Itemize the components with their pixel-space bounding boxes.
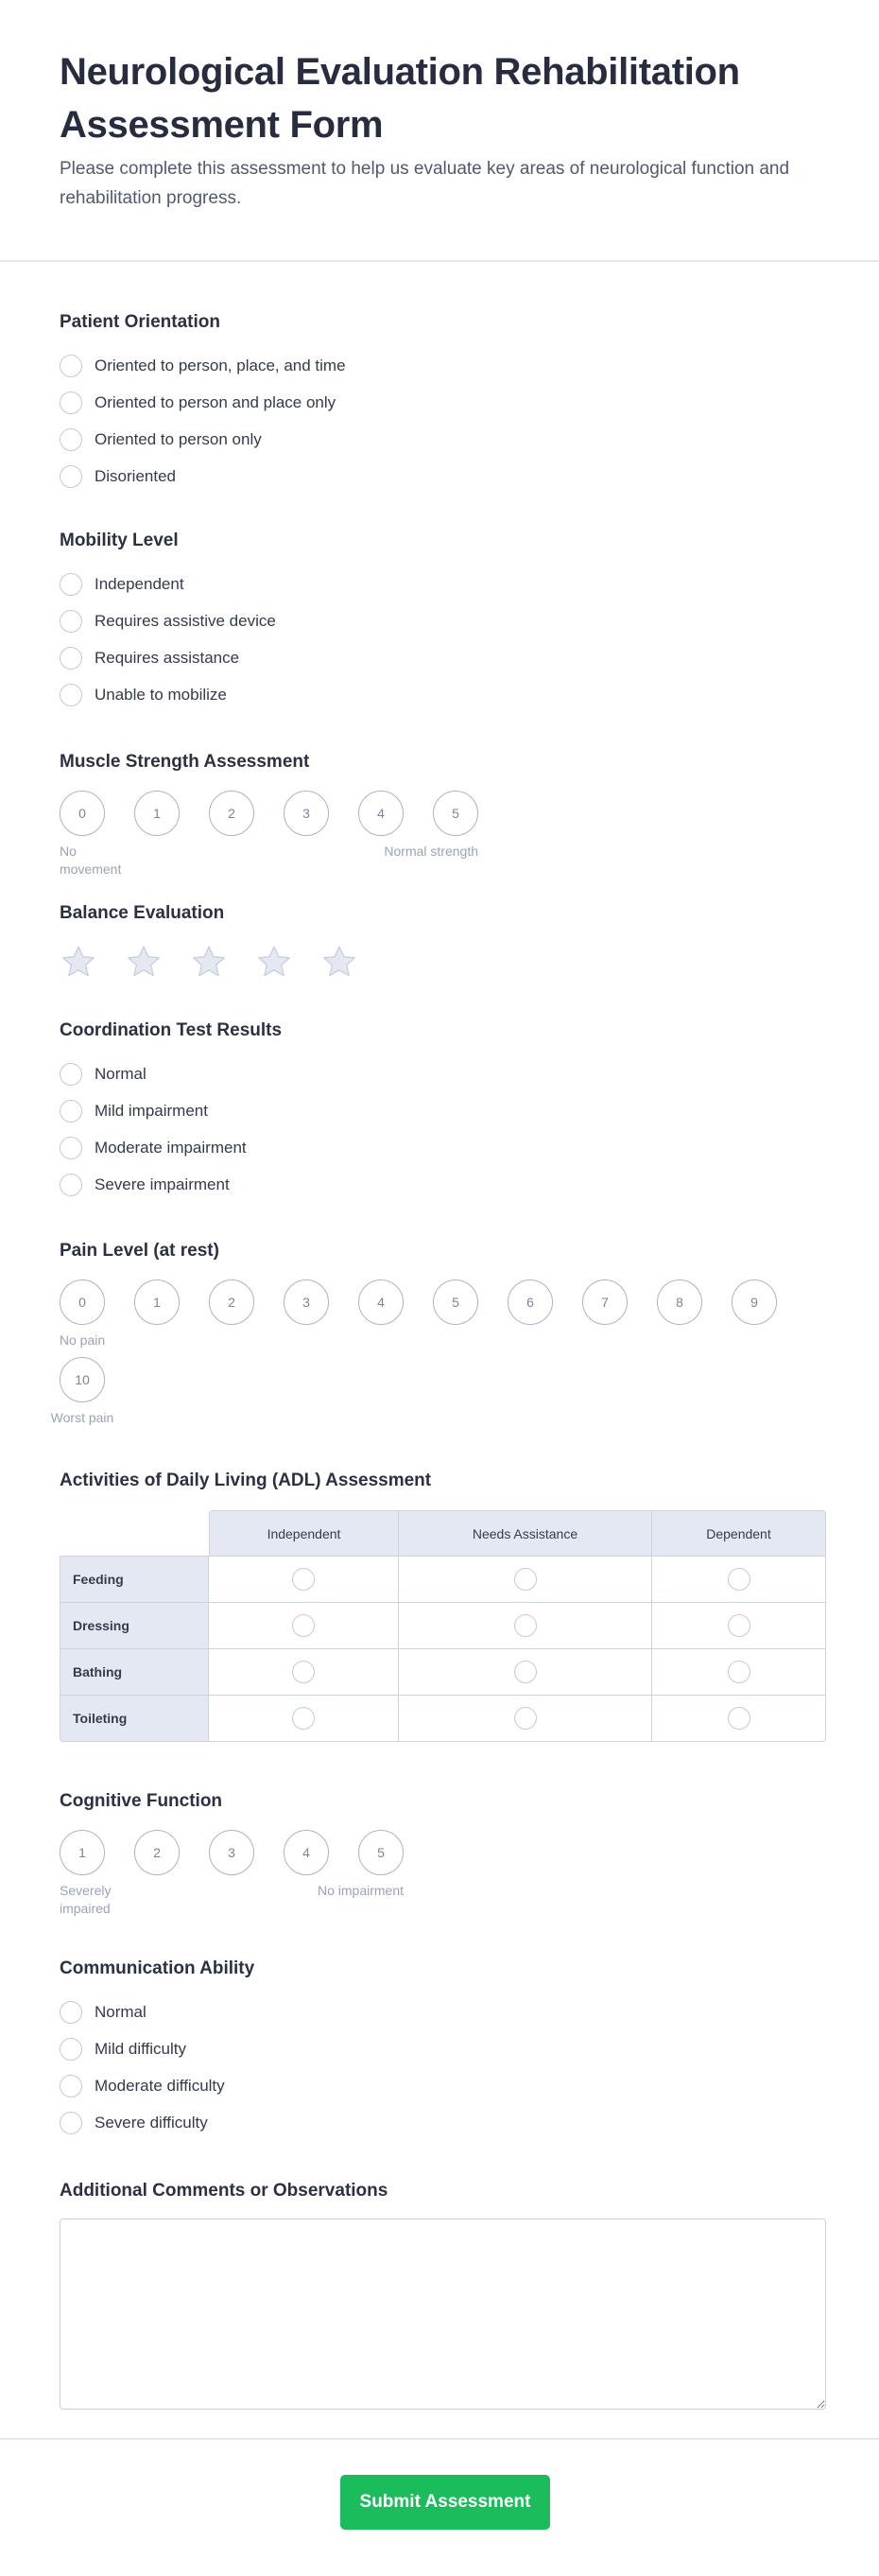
column-header: Needs Assistance (399, 1510, 652, 1557)
scale-option-3[interactable]: 3 (284, 1279, 329, 1325)
pain-item (732, 1279, 777, 1349)
radio-option[interactable] (60, 1166, 826, 1203)
radio-button[interactable] (728, 1614, 750, 1637)
star-icon[interactable] (255, 943, 293, 981)
scale-max-label: No impairment (317, 1883, 404, 1898)
scale-min-label: No movement (60, 844, 122, 877)
radio-group (60, 566, 826, 713)
pain-item (284, 1279, 329, 1349)
matrix-cell (209, 1557, 399, 1603)
option-label: Moderate impairment (95, 1138, 247, 1157)
radio-option[interactable] (60, 1055, 826, 1092)
scale-option-10[interactable]: 10 (60, 1357, 105, 1402)
radio-button[interactable] (60, 610, 82, 633)
patient-orientation-question (60, 311, 826, 495)
adl-assessment-question (60, 1470, 826, 1742)
radio-option[interactable] (60, 384, 826, 421)
scale-option-0[interactable]: 0 (60, 791, 105, 836)
page-title: Neurological Evaluation Rehabilitation Assessment Form (60, 51, 740, 146)
table-row (60, 1557, 826, 1603)
radio-button[interactable] (60, 2075, 82, 2097)
row-header: Bathing (60, 1649, 209, 1696)
star-rating (60, 943, 826, 981)
scale-option-9[interactable]: 9 (732, 1279, 777, 1325)
pain-item (134, 1279, 180, 1349)
radio-option[interactable] (60, 458, 826, 495)
matrix-cell (399, 1603, 652, 1649)
scale-max-label: Worst pain (50, 1410, 114, 1425)
rating-scale (60, 791, 478, 836)
radio-option[interactable] (60, 2067, 826, 2104)
radio-option[interactable] (60, 676, 826, 713)
pain-item (433, 1279, 478, 1349)
matrix-cell (209, 1603, 399, 1649)
radio-button[interactable] (60, 1174, 82, 1196)
option-label: Disoriented (95, 466, 176, 485)
submit-assessment-button[interactable]: Submit Assessment (340, 2475, 550, 2530)
matrix-cell (652, 1649, 826, 1696)
pain-item (209, 1279, 254, 1349)
table-row (60, 1649, 826, 1696)
column-header: Dependent (652, 1510, 826, 1557)
scale-option-0[interactable]: 0 (60, 1279, 105, 1325)
scale-option-4[interactable]: 4 (284, 1830, 329, 1875)
page-subtitle: Please complete this assessment to help us evaluate key areas of neurological function and rehabilitation progress. (60, 159, 790, 208)
option-label: Normal (95, 2002, 146, 2021)
footer-divider (0, 2438, 879, 2440)
row-header: Feeding (60, 1557, 209, 1603)
option-label: Oriented to person only (95, 429, 262, 448)
matrix-cell (652, 1557, 826, 1603)
matrix-corner (60, 1510, 209, 1557)
option-label: Mild difficulty (95, 2039, 186, 2058)
question-label: Coordination Test Results (60, 1020, 283, 1040)
radio-button[interactable] (60, 1100, 82, 1123)
option-label: Oriented to person and place only (95, 392, 336, 411)
adl-matrix (60, 1510, 826, 1742)
radio-button[interactable] (60, 573, 82, 596)
option-label: Moderate difficulty (95, 2076, 225, 2095)
question-label: Pain Level (at rest) (60, 1241, 219, 1261)
matrix-cell (209, 1696, 399, 1742)
pain-item (657, 1279, 702, 1349)
scale-option-8[interactable]: 8 (657, 1279, 702, 1325)
scale-option-2[interactable]: 2 (209, 1279, 254, 1325)
radio-button[interactable] (60, 2001, 82, 2024)
radio-option[interactable] (60, 421, 826, 458)
mobility-level-question (60, 530, 826, 713)
muscle-strength-question (60, 751, 478, 879)
radio-option[interactable] (60, 1129, 826, 1166)
radio-button[interactable] (60, 392, 82, 414)
pain-item (358, 1279, 404, 1349)
scale-option-3[interactable]: 3 (209, 1830, 254, 1875)
balance-evaluation-question (60, 902, 826, 981)
question-label: Cognitive Function (60, 1791, 223, 1811)
option-label: Severe impairment (95, 1175, 230, 1193)
matrix-cell (399, 1557, 652, 1603)
radio-option[interactable] (60, 1092, 826, 1129)
radio-option[interactable] (60, 347, 826, 384)
question-label: Mobility Level (60, 531, 179, 550)
question-label: Activities of Daily Living (ADL) Assessment (60, 1471, 432, 1490)
header-divider (0, 260, 879, 262)
radio-option[interactable] (60, 566, 826, 602)
matrix-cell (652, 1603, 826, 1649)
star-icon[interactable] (125, 943, 163, 981)
scale-option-1[interactable]: 1 (134, 1279, 180, 1325)
scale-option-3[interactable]: 3 (284, 791, 329, 836)
option-label: Unable to mobilize (95, 685, 227, 704)
column-header: Independent (209, 1510, 399, 1557)
radio-option[interactable] (60, 2104, 826, 2141)
radio-group (60, 1993, 826, 2141)
question-label: Patient Orientation (60, 312, 220, 332)
radio-option[interactable] (60, 602, 826, 639)
scale-option-2[interactable]: 2 (134, 1830, 180, 1875)
matrix-cell (652, 1696, 826, 1742)
option-label: Normal (95, 1064, 146, 1083)
scale-option-7[interactable]: 7 (582, 1279, 628, 1325)
radio-button[interactable] (60, 1137, 82, 1159)
radio-button[interactable] (292, 1707, 315, 1730)
scale-option-4[interactable]: 4 (358, 1279, 404, 1325)
pain-item (582, 1279, 628, 1349)
coordination-question (60, 1019, 826, 1203)
radio-button[interactable] (60, 465, 82, 488)
radio-button[interactable] (514, 1568, 537, 1591)
scale-option-1[interactable]: 1 (60, 1830, 105, 1875)
row-header: Dressing (60, 1603, 209, 1649)
radio-button[interactable] (728, 1661, 750, 1683)
comments-textarea[interactable] (60, 2219, 826, 2410)
radio-button[interactable] (292, 1568, 315, 1591)
radio-button[interactable] (60, 684, 82, 706)
row-header: Toileting (60, 1696, 209, 1742)
pain-item (50, 1357, 114, 1426)
radio-button[interactable] (292, 1661, 315, 1683)
radio-button[interactable] (60, 355, 82, 377)
matrix-cell (209, 1649, 399, 1696)
radio-option[interactable] (60, 639, 826, 676)
scale-option-6[interactable]: 6 (508, 1279, 553, 1325)
matrix-cell (399, 1696, 652, 1742)
scale-min-label: Severely impaired (60, 1883, 112, 1916)
option-label: Mild impairment (95, 1101, 208, 1120)
radio-group (60, 347, 826, 495)
scale-min-label: No pain (59, 1332, 106, 1348)
scale-max-label: Normal strength (384, 844, 478, 859)
radio-button[interactable] (60, 647, 82, 670)
additional-comments-question (60, 2180, 826, 2414)
radio-button[interactable] (514, 1661, 537, 1683)
rating-scale (50, 1279, 826, 1426)
radio-button[interactable] (60, 1063, 82, 1086)
rating-scale (60, 1830, 404, 1875)
table-row (60, 1603, 826, 1649)
table-row (60, 1696, 826, 1742)
radio-option[interactable] (60, 2030, 826, 2067)
pain-item (508, 1279, 553, 1349)
scale-end-labels (60, 843, 478, 879)
option-label: Requires assistance (95, 648, 240, 667)
scale-option-2[interactable]: 2 (209, 791, 254, 836)
question-label: Communication Ability (60, 1958, 255, 1978)
star-icon[interactable] (190, 943, 228, 981)
radio-button[interactable] (60, 2038, 82, 2061)
cognitive-function-question (60, 1790, 404, 1918)
scale-option-5[interactable]: 5 (433, 1279, 478, 1325)
scale-option-4[interactable]: 4 (358, 791, 404, 836)
option-label: Oriented to person, place, and time (95, 356, 346, 374)
radio-button[interactable] (728, 1568, 750, 1591)
radio-group (60, 1055, 826, 1203)
radio-button[interactable] (292, 1614, 315, 1637)
question-label: Additional Comments or Observations (60, 2181, 388, 2201)
radio-option[interactable] (60, 1993, 826, 2030)
option-label: Severe difficulty (95, 2113, 208, 2132)
radio-button[interactable] (514, 1614, 537, 1637)
communication-ability-question (60, 1958, 826, 2141)
radio-button[interactable] (514, 1707, 537, 1730)
scale-option-5[interactable]: 5 (358, 1830, 404, 1875)
option-label: Requires assistive device (95, 611, 276, 630)
radio-button[interactable] (728, 1707, 750, 1730)
scale-end-labels (60, 1882, 404, 1918)
question-label: Muscle Strength Assessment (60, 752, 310, 772)
pain-level-question (50, 1240, 826, 1426)
star-icon[interactable] (320, 943, 358, 981)
option-label: Independent (95, 574, 184, 593)
scale-option-5[interactable]: 5 (433, 791, 478, 836)
question-label: Balance Evaluation (60, 903, 225, 923)
radio-button[interactable] (60, 2112, 82, 2134)
matrix-cell (399, 1649, 652, 1696)
scale-option-1[interactable]: 1 (134, 791, 180, 836)
radio-button[interactable] (60, 428, 82, 451)
star-icon[interactable] (60, 943, 97, 981)
pain-item (60, 1279, 105, 1349)
